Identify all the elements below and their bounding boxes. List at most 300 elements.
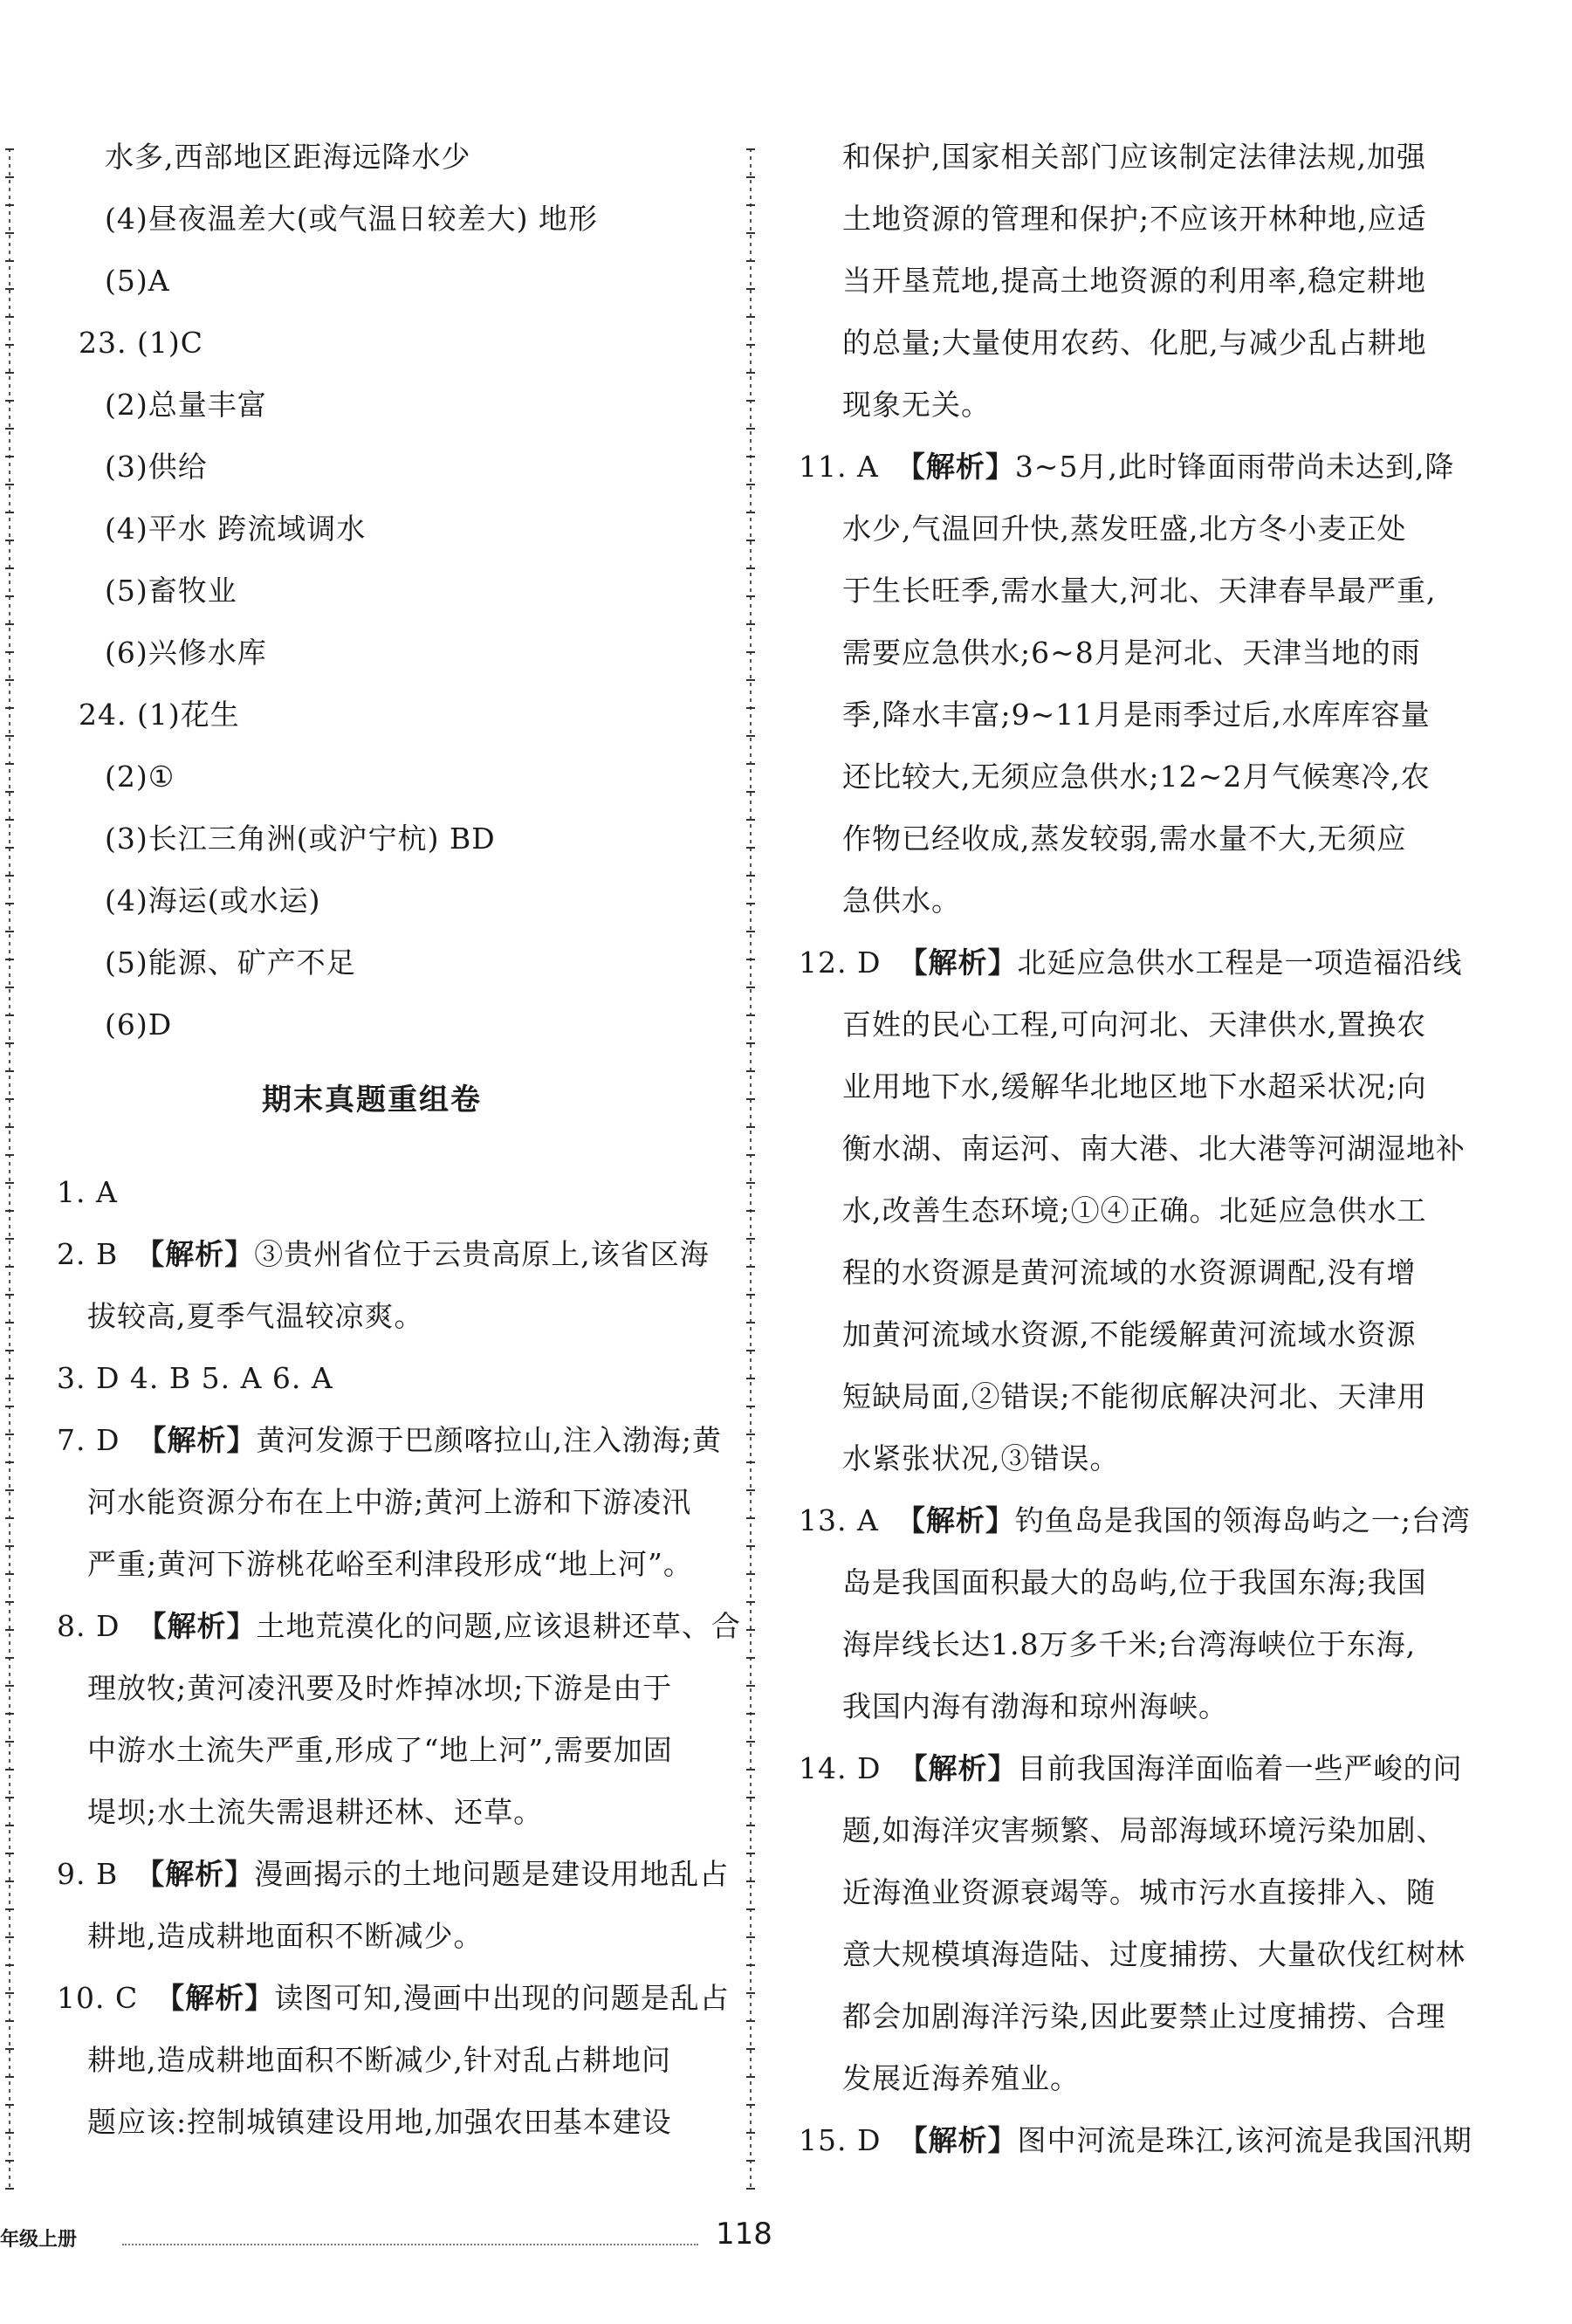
binding-tick xyxy=(5,1461,14,1463)
binding-tick xyxy=(5,456,14,457)
answer-item xyxy=(57,1423,722,1458)
binding-tick xyxy=(5,1098,14,1100)
answer-text: 和保护,国家相关部门应该制定法律法规,加强 xyxy=(842,140,1426,174)
answer-line xyxy=(842,202,1427,237)
binding-tick xyxy=(5,567,14,569)
binding-tick xyxy=(746,903,755,904)
binding-tick xyxy=(5,1825,14,1826)
analysis-tag: 【解析】 xyxy=(898,1751,1018,1785)
answer-text: 的总量;大量使用农药、化肥,与减少乱占耕地 xyxy=(842,326,1427,360)
answer-line xyxy=(842,1813,1446,1848)
binding-tick xyxy=(5,400,14,402)
answer-text: 需要应急供水;6~8月是河北、天津当地的雨 xyxy=(842,636,1421,670)
line-text: (2)总量丰富 xyxy=(105,388,267,422)
binding-tick xyxy=(746,1238,755,1240)
binding-tick xyxy=(5,1853,14,1854)
answer-line xyxy=(105,945,356,980)
binding-tick xyxy=(746,1378,755,1379)
answer-text: 百姓的民心工程,可向河北、天津供水,置换农 xyxy=(842,1007,1426,1042)
answer-text: 土地资源的管理和保护;不应该开林种地,应适 xyxy=(842,202,1427,236)
binding-tick xyxy=(5,763,14,765)
binding-tick xyxy=(5,1629,14,1631)
line-text: (2)① xyxy=(105,760,175,794)
binding-tick xyxy=(746,1434,755,1435)
answer-text: 3~5月,此时锋面雨带尚未达到,降 xyxy=(1014,450,1455,484)
answer-line xyxy=(87,1299,424,1334)
binding-tick xyxy=(5,1908,14,1910)
answer-item xyxy=(57,1981,730,2016)
answer-text: 理放牧;黄河凌汛要及时炸掉冰坝;下游是由于 xyxy=(87,1671,673,1705)
answer-line xyxy=(87,1795,543,1830)
answer-text: 我国内海有渤海和琼州海峡。 xyxy=(842,1689,1228,1723)
binding-tick xyxy=(746,1350,755,1351)
answer-item xyxy=(57,1175,118,1210)
binding-tick xyxy=(746,2188,755,2190)
answer-line xyxy=(842,1441,1120,1476)
binding-tick xyxy=(5,1266,14,1268)
answer-item xyxy=(799,450,1454,485)
answer-line xyxy=(842,1627,1416,1662)
answer-line xyxy=(105,388,267,423)
answer-item xyxy=(57,1857,729,1892)
binding-tick xyxy=(5,1238,14,1240)
binding-tick xyxy=(5,2076,14,2078)
answer-text: 发展近海养殖业。 xyxy=(842,2061,1080,2095)
binding-tick xyxy=(746,959,755,960)
binding-tick xyxy=(746,1154,755,1156)
binding-tick xyxy=(746,1741,755,1743)
answer-text: 题应该:控制城镇建设用地,加强农田基本建设 xyxy=(87,2105,672,2139)
answer-line xyxy=(842,884,961,918)
binding-tick xyxy=(746,1713,755,1715)
binding-tick xyxy=(5,623,14,625)
binding-tick xyxy=(5,791,14,793)
binding-tick xyxy=(5,2104,14,2106)
answer-number: 8. D xyxy=(57,1609,120,1643)
binding-tick xyxy=(746,847,755,849)
binding-tick xyxy=(5,903,14,904)
answer-line xyxy=(842,1255,1417,1290)
answer-line xyxy=(842,1875,1436,1910)
answer-item xyxy=(57,1361,333,1396)
binding-tick xyxy=(746,316,755,318)
analysis-tag: 【解析】 xyxy=(898,945,1018,980)
answer-text: 目前我国海洋面临着一些严峻的问 xyxy=(1017,1751,1463,1785)
answer-number: 13. A xyxy=(799,1503,879,1537)
analysis-tag: 【解析】 xyxy=(135,1237,255,1271)
analysis-tag: 【解析】 xyxy=(898,2123,1018,2157)
binding-tick xyxy=(5,2188,14,2190)
binding-tick xyxy=(746,1517,755,1519)
answer-line xyxy=(842,1999,1446,2034)
answer-text: 加黄河流域水资源,不能缓解黄河流域水资源 xyxy=(842,1317,1417,1351)
binding-tick xyxy=(5,344,14,346)
answer-text: 严重;黄河下游桃花峪至利津段形成“地上河”。 xyxy=(87,1547,693,1581)
answer-line xyxy=(842,326,1427,361)
analysis-tag: 【解析】 xyxy=(896,450,1015,484)
answer-item xyxy=(799,1751,1462,1786)
answer-line xyxy=(842,1131,1466,1166)
answer-line xyxy=(79,698,240,732)
line-text: (6)兴修水库 xyxy=(105,636,267,670)
answer-text: 业用地下水,缓解华北地区地下水超采状况;向 xyxy=(842,1069,1427,1104)
binding-tick xyxy=(746,1210,755,1212)
binding-tick xyxy=(5,1936,14,1938)
answer-number: 1. A xyxy=(57,1175,118,1209)
binding-tick xyxy=(746,1657,755,1659)
answer-text: 近海渔业资源衰竭等。城市污水直接排入、随 xyxy=(842,1875,1436,1909)
binding-tick xyxy=(746,1881,755,1882)
binding-tick xyxy=(746,707,755,709)
binding-tick xyxy=(5,204,14,206)
line-text: (3)供给 xyxy=(105,450,208,484)
section-title: 期末真题重组卷 xyxy=(262,1083,482,1117)
binding-tick xyxy=(746,1098,755,1100)
analysis-tag: 【解析】 xyxy=(137,1609,257,1643)
binding-tick xyxy=(5,1154,14,1156)
answer-line xyxy=(842,636,1421,670)
binding-tick xyxy=(746,1964,755,1966)
binding-tick xyxy=(5,1014,14,1016)
binding-tick xyxy=(746,2048,755,2050)
binding-tick xyxy=(746,1769,755,1771)
binding-tick xyxy=(746,2020,755,2022)
binding-tick xyxy=(5,260,14,262)
answer-line xyxy=(87,1485,691,1520)
binding-tick xyxy=(5,288,14,290)
binding-tick xyxy=(746,2104,755,2106)
answer-line xyxy=(87,1671,672,1706)
answer-text: 岛是我国面积最大的岛屿,位于我国东海;我国 xyxy=(842,1565,1427,1599)
answer-text: 水,改善生态环境;①④正确。北延应急供水工 xyxy=(842,1193,1427,1227)
answer-text: 河水能资源分布在上中游;黄河上游和下游凌汛 xyxy=(87,1485,692,1519)
line-text: (5)畜牧业 xyxy=(105,574,237,608)
answer-text: 现象无关。 xyxy=(842,388,991,422)
binding-tick xyxy=(746,567,755,569)
binding-tick xyxy=(5,540,14,541)
binding-tick xyxy=(746,1014,755,1016)
answer-text: 衡水湖、南运河、南大港、北大港等河湖湿地补 xyxy=(842,1131,1466,1165)
footer-grade-label: 年级上册 xyxy=(0,2229,78,2251)
binding-tick xyxy=(5,1406,14,1407)
answer-line xyxy=(87,1919,484,1954)
answer-text: 黄河发源于巴颜喀拉山,注入渤海;黄 xyxy=(256,1423,723,1457)
binding-tick xyxy=(5,176,14,178)
binding-tick xyxy=(746,819,755,821)
binding-tick xyxy=(5,512,14,513)
binding-tick xyxy=(746,623,755,625)
answer-line xyxy=(842,574,1436,609)
answer-number: 3. D 4. B 5. A 6. A xyxy=(57,1361,333,1395)
binding-tick xyxy=(5,707,14,709)
binding-tick xyxy=(746,1685,755,1687)
answer-line xyxy=(842,2061,1080,2096)
answer-line xyxy=(842,822,1406,856)
answer-line xyxy=(842,1317,1417,1352)
answer-text: 题,如海洋灾害频繁、局部海域环境污染加剧、 xyxy=(842,1813,1446,1847)
binding-tick xyxy=(746,791,755,793)
binding-tick xyxy=(746,931,755,932)
answer-line xyxy=(842,1193,1427,1228)
answer-line xyxy=(842,512,1406,547)
binding-tick xyxy=(5,1797,14,1798)
binding-tick xyxy=(746,1042,755,1044)
binding-tick xyxy=(5,1350,14,1351)
binding-tick xyxy=(5,595,14,597)
binding-tick xyxy=(5,651,14,653)
binding-tick xyxy=(746,1322,755,1324)
answer-text: 当开垦荒地,提高土地资源的利用率,稳定耕地 xyxy=(842,264,1426,298)
binding-tick xyxy=(746,232,755,234)
binding-tick xyxy=(746,1629,755,1631)
binding-tick xyxy=(5,847,14,849)
binding-tick xyxy=(5,1992,14,1994)
binding-tick xyxy=(5,1322,14,1324)
binding-tick xyxy=(746,1853,755,1854)
binding-tick xyxy=(5,875,14,877)
answer-line xyxy=(842,1379,1427,1414)
binding-tick xyxy=(746,2076,755,2078)
binding-tick xyxy=(746,987,755,988)
answer-line xyxy=(105,574,237,609)
binding-tick xyxy=(746,1601,755,1603)
answer-line xyxy=(105,884,321,918)
answer-text: 海岸线长达1.8万多千米;台湾海峡位于东海, xyxy=(842,1627,1417,1661)
answer-line xyxy=(79,326,203,361)
binding-tick xyxy=(5,1182,14,1184)
line-text: (5)A xyxy=(105,264,170,298)
answer-line xyxy=(105,512,366,547)
binding-tick xyxy=(5,819,14,821)
binding-tick xyxy=(746,2160,755,2162)
answer-line xyxy=(842,388,991,423)
answer-text: 堤坝;水土流失需退耕还林、还草。 xyxy=(87,1795,544,1829)
binding-tick xyxy=(746,763,755,765)
answer-text: 意大规模填海造陆、过度捕捞、大量砍伐红树林 xyxy=(842,1937,1466,1971)
answer-text: 短缺局面,②错误;不能彻底解决河北、天津用 xyxy=(842,1379,1427,1413)
binding-tick xyxy=(5,1881,14,1882)
binding-tick xyxy=(746,400,755,402)
binding-tick xyxy=(5,1210,14,1212)
binding-tick xyxy=(5,484,14,485)
binding-tick xyxy=(5,1741,14,1743)
answer-text: 漫画揭示的土地问题是建设用地乱占 xyxy=(254,1857,730,1891)
binding-tick xyxy=(746,484,755,485)
binding-tick xyxy=(5,1713,14,1715)
answer-text: 耕地,造成耕地面积不断减少,针对乱占耕地问 xyxy=(87,2043,671,2077)
binding-tick xyxy=(746,1573,755,1575)
answer-text: 读图可知,漫画中出现的问题是乱占 xyxy=(274,1981,730,2015)
binding-tick xyxy=(746,1461,755,1463)
binding-tick xyxy=(746,288,755,290)
binding-tick xyxy=(746,1797,755,1798)
analysis-tag: 【解析】 xyxy=(896,1503,1015,1537)
binding-tick xyxy=(5,2160,14,2162)
column-divider xyxy=(746,148,755,2191)
answer-number: 2. B xyxy=(57,1237,119,1271)
answer-number: 14. D xyxy=(799,1751,882,1785)
answer-text: ③贵州省位于云贵高原上,该省区海 xyxy=(254,1237,710,1271)
answer-item xyxy=(799,2123,1472,2158)
answer-text: 急供水。 xyxy=(842,884,961,918)
binding-tick xyxy=(746,428,755,430)
binding-margin-left xyxy=(5,148,14,2191)
line-text: (5)能源、矿产不足 xyxy=(105,945,356,980)
answer-text: 程的水资源是黄河流域的水资源调配,没有增 xyxy=(842,1255,1417,1289)
binding-tick xyxy=(746,148,755,150)
binding-tick xyxy=(746,344,755,346)
answer-line xyxy=(842,264,1426,299)
answer-item xyxy=(799,945,1462,980)
answer-text: 钓鱼岛是我国的领海岛屿之一;台湾 xyxy=(1014,1503,1471,1537)
binding-tick xyxy=(746,1266,755,1268)
binding-tick xyxy=(5,1685,14,1687)
answer-number: 12. D xyxy=(799,945,882,980)
answer-text: 北延应急供水工程是一项造福沿线 xyxy=(1017,945,1463,980)
binding-tick xyxy=(746,2132,755,2134)
analysis-tag: 【解析】 xyxy=(155,1981,275,2015)
binding-tick xyxy=(5,1378,14,1379)
binding-tick xyxy=(5,148,14,150)
answer-text: 水紧张状况,③错误。 xyxy=(842,1441,1120,1475)
binding-tick xyxy=(5,2132,14,2134)
answer-line xyxy=(842,140,1426,175)
answer-text: 图中河流是珠江,该河流是我国汛期 xyxy=(1017,2123,1472,2157)
answer-text: 还比较大,无须应急供水;12~2月气候寒冷,农 xyxy=(842,760,1431,794)
binding-tick xyxy=(746,1406,755,1407)
binding-tick xyxy=(5,1964,14,1966)
answer-text: 作物已经收成,蒸发较弱,需水量不大,无须应 xyxy=(842,822,1407,856)
binding-tick xyxy=(746,1936,755,1938)
answer-line xyxy=(87,2043,671,2078)
line-text: (6)D xyxy=(105,1007,173,1042)
answer-line xyxy=(105,264,170,299)
answer-line xyxy=(105,636,267,670)
binding-tick xyxy=(746,1545,755,1547)
line-text: (3)长江三角洲(或沪宁杭) BD xyxy=(105,822,496,856)
line-text: (4)昼夜温差大(或气温日较差大) 地形 xyxy=(105,202,598,236)
binding-tick xyxy=(746,1294,755,1296)
line-text: 23. (1)C xyxy=(79,326,203,360)
binding-tick xyxy=(746,735,755,737)
answer-text: 耕地,造成耕地面积不断减少。 xyxy=(87,1919,484,1953)
answer-number: 10. C xyxy=(57,1981,139,2015)
binding-tick xyxy=(746,679,755,681)
binding-tick xyxy=(746,456,755,457)
binding-tick xyxy=(746,651,755,653)
binding-tick xyxy=(746,1182,755,1184)
line-text: (4)海运(或水运) xyxy=(105,884,321,918)
answer-line xyxy=(105,760,175,794)
answer-line xyxy=(105,822,496,856)
binding-tick xyxy=(746,176,755,178)
binding-tick xyxy=(746,512,755,513)
answer-text: 都会加剧海洋污染,因此要禁止过度捕捞、合理 xyxy=(842,1999,1446,2033)
analysis-tag: 【解析】 xyxy=(137,1423,257,1457)
binding-tick xyxy=(746,1489,755,1491)
page-number: 118 xyxy=(716,2217,772,2252)
binding-tick xyxy=(5,1769,14,1771)
binding-tick xyxy=(746,540,755,541)
answer-line xyxy=(842,1007,1426,1042)
answer-line xyxy=(105,450,208,485)
binding-tick xyxy=(5,1126,14,1128)
answer-line xyxy=(105,202,598,237)
answer-text: 水少,气温回升快,蒸发旺盛,北方冬小麦正处 xyxy=(842,512,1407,546)
analysis-tag: 【解析】 xyxy=(135,1857,255,1891)
line-text: (4)平水 跨流域调水 xyxy=(105,512,367,546)
binding-tick xyxy=(746,1070,755,1072)
footer-dotted-rule xyxy=(122,2244,698,2245)
answer-line xyxy=(87,1733,673,1768)
answer-line xyxy=(842,760,1431,794)
answer-line xyxy=(105,1007,172,1042)
answer-line xyxy=(87,1547,693,1582)
binding-tick xyxy=(5,1601,14,1603)
answer-line xyxy=(105,140,471,175)
binding-tick xyxy=(746,260,755,262)
binding-tick xyxy=(5,931,14,932)
answer-line xyxy=(87,2105,672,2140)
binding-tick xyxy=(746,1126,755,1128)
answer-item xyxy=(57,1237,710,1272)
binding-tick xyxy=(5,1294,14,1296)
binding-tick xyxy=(5,1489,14,1491)
answer-item xyxy=(57,1609,741,1644)
binding-tick xyxy=(5,1517,14,1519)
binding-tick xyxy=(5,428,14,430)
answer-text: 季,降水丰富;9~11月是雨季过后,水库库容量 xyxy=(842,698,1431,732)
answer-text: 土地荒漠化的问题,应该退耕还草、合 xyxy=(256,1609,741,1643)
binding-tick xyxy=(5,232,14,234)
binding-tick xyxy=(5,1070,14,1072)
line-text: 24. (1)花生 xyxy=(79,698,240,732)
answer-number: 11. A xyxy=(799,450,879,484)
binding-tick xyxy=(746,595,755,597)
binding-tick xyxy=(5,2020,14,2022)
answer-line xyxy=(842,1689,1228,1724)
binding-tick xyxy=(746,1992,755,1994)
answer-number: 9. B xyxy=(57,1857,119,1891)
binding-tick xyxy=(5,1434,14,1435)
binding-tick xyxy=(5,316,14,318)
binding-tick xyxy=(5,1545,14,1547)
binding-tick xyxy=(5,679,14,681)
answer-line xyxy=(842,1565,1427,1600)
binding-tick xyxy=(5,1042,14,1044)
binding-tick xyxy=(746,1825,755,1826)
binding-tick xyxy=(5,735,14,737)
answer-text: 中游水土流失严重,形成了“地上河”,需要加固 xyxy=(87,1733,673,1767)
answer-text: 于生长旺季,需水量大,河北、天津春旱最严重, xyxy=(842,574,1437,608)
binding-tick xyxy=(746,875,755,877)
answer-number: 15. D xyxy=(799,2123,882,2157)
answer-line xyxy=(842,1937,1466,1972)
answer-line xyxy=(842,1069,1427,1104)
binding-tick xyxy=(5,1657,14,1659)
binding-tick xyxy=(5,372,14,374)
line-text: 水多,西部地区距海远降水少 xyxy=(105,140,471,174)
binding-tick xyxy=(5,2048,14,2050)
binding-tick xyxy=(5,959,14,960)
binding-tick xyxy=(5,1573,14,1575)
binding-tick xyxy=(746,204,755,206)
binding-tick xyxy=(746,1908,755,1910)
answer-text: 拔较高,夏季气温较凉爽。 xyxy=(87,1299,424,1333)
binding-tick xyxy=(5,987,14,988)
answer-item xyxy=(799,1503,1471,1538)
binding-tick xyxy=(746,372,755,374)
